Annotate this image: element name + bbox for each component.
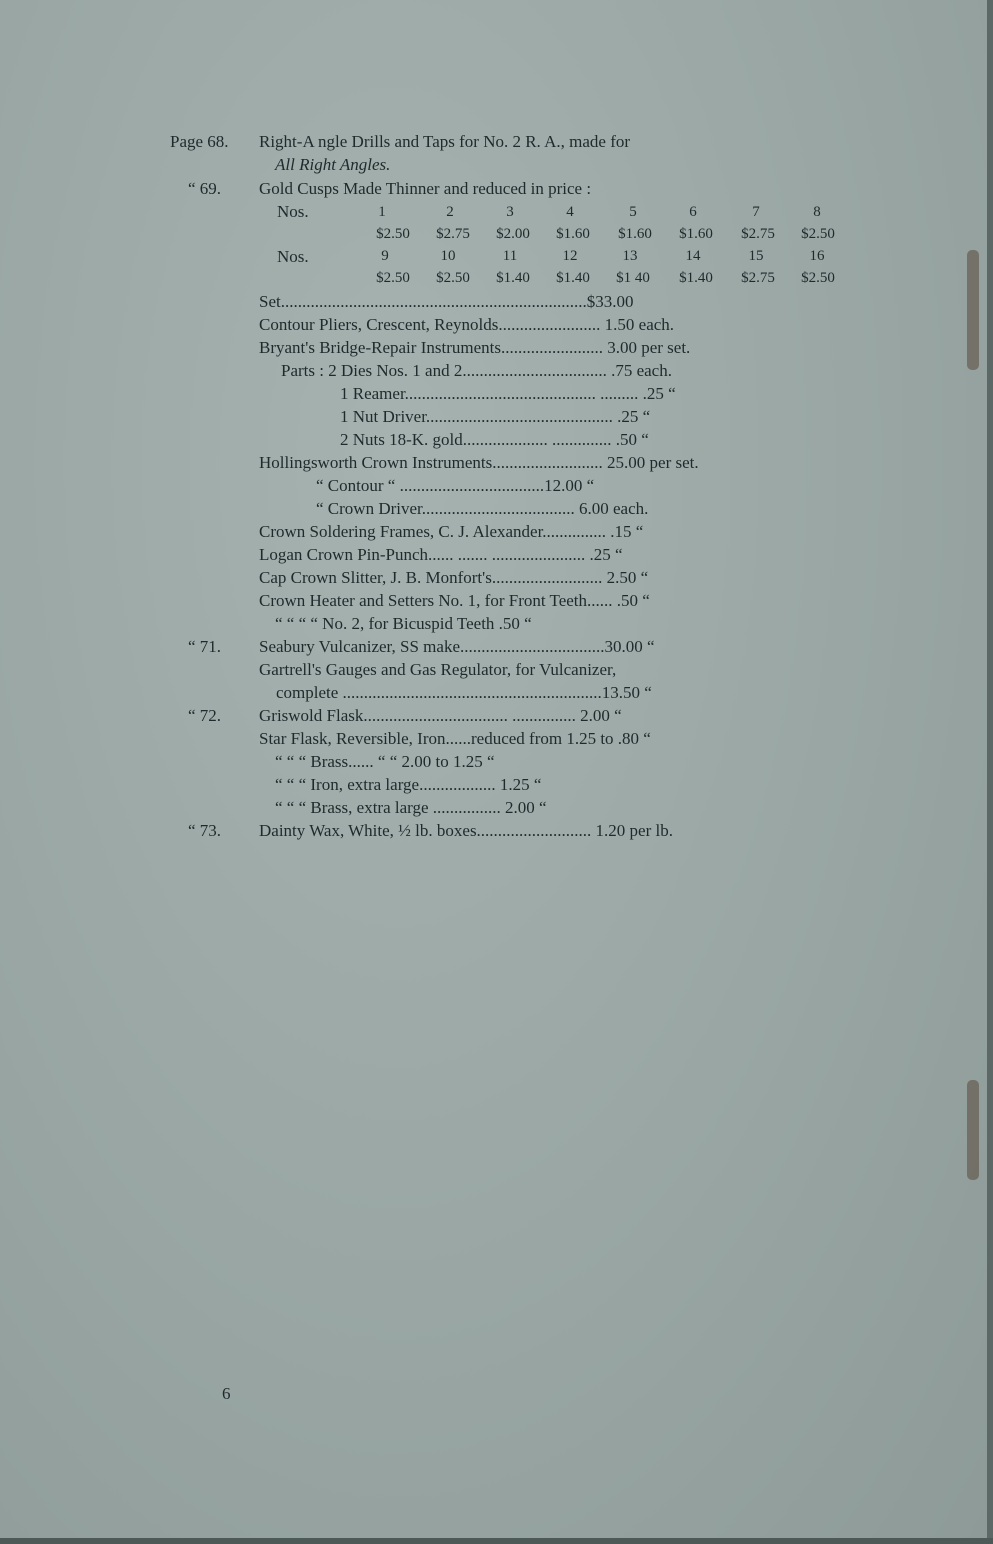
table-cell: 7 — [752, 204, 760, 220]
page-ref: “ 73. — [188, 821, 222, 840]
list-item: Bryant's Bridge-Repair Instruments........................ 3.00 per set. — [259, 338, 691, 357]
page-ref: “ 69. — [188, 179, 222, 198]
table-cell: 12 — [562, 248, 578, 264]
list-item: Star Flask, Reversible, Iron......reduced from 1.25 to .80 “ — [259, 729, 651, 748]
table-cell: $1.60 — [618, 226, 652, 242]
item-text: Gold Cusps Made Thinner and reduced in price : — [259, 179, 592, 198]
list-item: Contour Pliers, Crescent, Reynolds........................ 1.50 each. — [259, 315, 675, 334]
list-item: Griswold Flask.................................. ............... 2.00 “ — [259, 706, 622, 725]
list-item: “ “ “ Iron, extra large.................. 1.25 “ — [275, 775, 542, 794]
list-item: “ “ “ “ No. 2, for Bicuspid Teeth .50 “ — [275, 614, 532, 633]
list-item: “ Contour “ ..................................12.00 “ — [316, 476, 595, 495]
list-item: Crown Heater and Setters No. 1, for Front Teeth...... .50 “ — [259, 591, 650, 610]
table-cell: $2.50 — [376, 226, 410, 242]
table-cell: $2.75 — [741, 226, 775, 242]
table-cell: $1.40 — [679, 270, 713, 286]
list-item: 1 Reamer............................................. ......... .25 “ — [340, 384, 676, 403]
table-cell: $1.40 — [496, 270, 530, 286]
list-item: Seabury Vulcanizer, SS make..................................30.00 “ — [259, 637, 655, 656]
table-cell: $2.75 — [436, 226, 470, 242]
table-cell: $2.50 — [801, 270, 835, 286]
table-cell: $2.50 — [376, 270, 410, 286]
table-cell: $2.75 — [741, 270, 775, 286]
edge-stain — [967, 250, 979, 370]
list-item: Set........................................................................$33.00 — [259, 292, 634, 311]
page-edge-shadow — [987, 0, 993, 1544]
list-item: complete .............................................................13.50 “ — [276, 683, 652, 702]
list-item: Parts : 2 Dies Nos. 1 and 2.................................. .75 each. — [281, 361, 672, 380]
table-cell: $1 40 — [616, 270, 650, 286]
list-item: “ “ “ Brass, extra large ................ 2.00 “ — [275, 798, 547, 817]
list-item: “ “ “ Brass...... “ “ 2.00 to 1.25 “ — [275, 752, 495, 771]
page-ref: Page 68. — [170, 132, 229, 151]
table-label: Nos. — [277, 247, 309, 266]
table-cell: $2.50 — [436, 270, 470, 286]
list-item: Cap Crown Slitter, J. B. Monfort's.......................... 2.50 “ — [259, 568, 649, 587]
page-number: 6 — [222, 1384, 231, 1403]
list-item: Logan Crown Pin-Punch...... ....... ...................... .25 “ — [259, 545, 623, 564]
table-cell: 1 — [378, 204, 386, 220]
list-item: Dainty Wax, White, ½ lb. boxes........................... 1.20 per lb. — [259, 821, 673, 840]
item-text: All Right Angles. — [275, 155, 391, 174]
page-ref: “ 71. — [188, 637, 222, 656]
table-cell: 9 — [381, 248, 389, 264]
list-item: 1 Nut Driver............................................ .25 “ — [340, 407, 651, 426]
table-cell: 11 — [502, 248, 518, 264]
list-item: Crown Soldering Frames, C. J. Alexander............... .15 “ — [259, 522, 644, 541]
table-cell: 5 — [629, 204, 637, 220]
table-label: Nos. — [277, 202, 309, 221]
page-ref: “ 72. — [188, 706, 222, 725]
table-cell: 6 — [689, 204, 697, 220]
table-cell: $2.50 — [801, 226, 835, 242]
table-cell: $1.40 — [556, 270, 590, 286]
item-text: Right-A ngle Drills and Taps for No. 2 R. A., made for — [259, 132, 631, 151]
table-cell: 16 — [809, 248, 825, 264]
table-cell: $1.60 — [679, 226, 713, 242]
table-cell: 2 — [446, 204, 454, 220]
table-cell: 14 — [685, 248, 701, 264]
list-item: “ Crown Driver.................................... 6.00 each. — [316, 499, 649, 518]
page-edge-shadow-bottom — [0, 1538, 993, 1544]
list-item: Gartrell's Gauges and Gas Regulator, for Vulcanizer, — [259, 660, 617, 679]
table-cell: 10 — [440, 248, 456, 264]
table-cell: 8 — [813, 204, 821, 220]
table-cell: 3 — [506, 204, 514, 220]
table-cell: 4 — [566, 204, 574, 220]
table-cell: $1.60 — [556, 226, 590, 242]
edge-stain — [967, 1080, 979, 1180]
table-cell: $2.00 — [496, 226, 530, 242]
table-cell: 15 — [748, 248, 764, 264]
table-cell: 13 — [622, 248, 638, 264]
list-item: Hollingsworth Crown Instruments.......................... 25.00 per set. — [259, 453, 699, 472]
list-item: 2 Nuts 18-K. gold.................... .............. .50 “ — [340, 430, 649, 449]
